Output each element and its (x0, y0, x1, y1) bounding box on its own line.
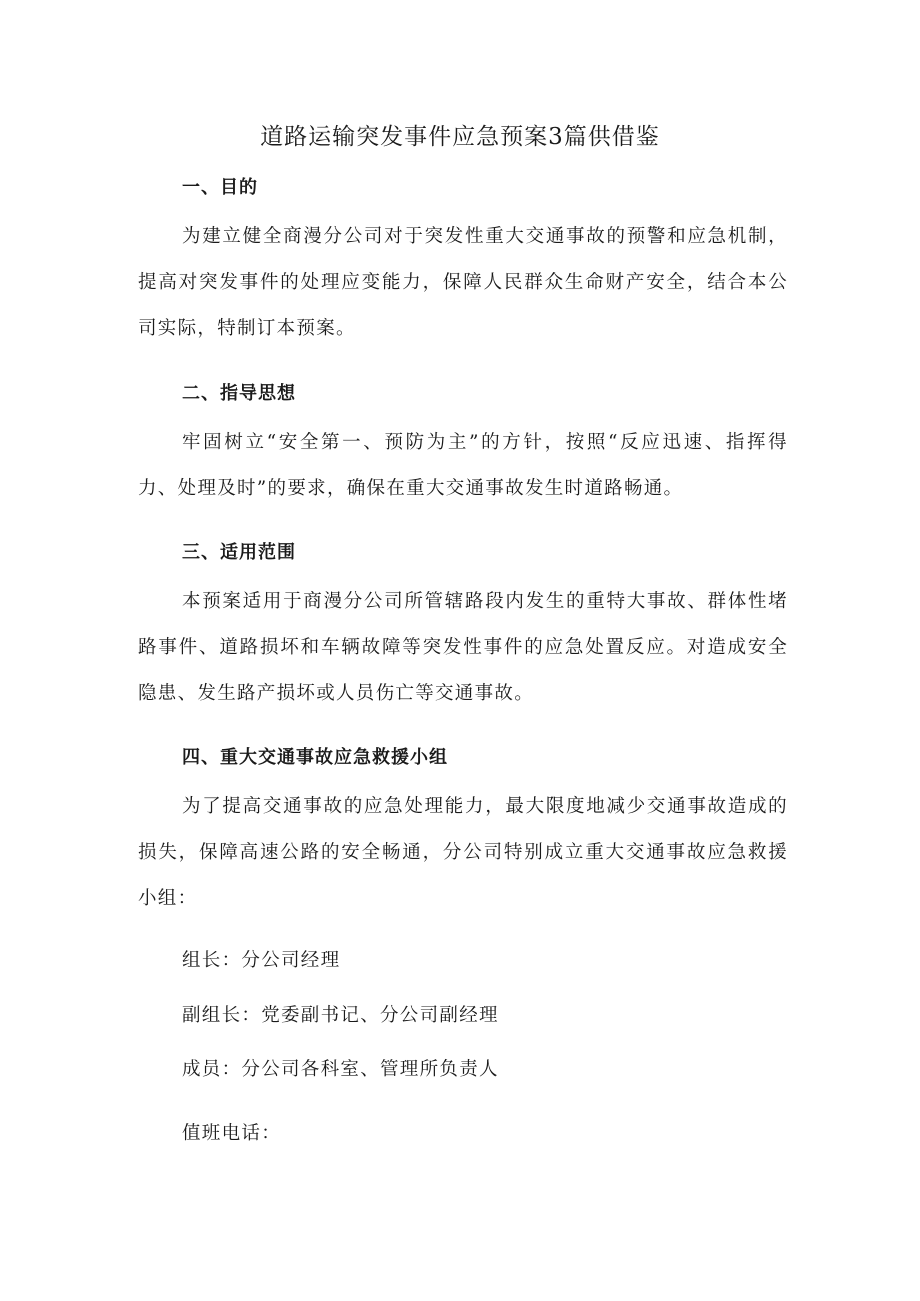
section-paragraph-rescue-team: 为了提高交通事故的应急处理能力，最大限度地减少交通事故造成的损失，保障高速公路的安全畅通，分公司特别成立重大交通事故应急救援小组： (138, 796, 788, 909)
team-members-line: 成员：分公司各科室、管理所负责人 (182, 1059, 499, 1080)
team-deputy-line: 副组长：党委副书记、分公司副经理 (182, 1005, 499, 1026)
section-heading-scope: 三、适用范围 (182, 542, 296, 563)
section-paragraph-scope: 本预案适用于商漫分公司所管辖路段内发生的重特大事故、群体性堵路事件、道路损坏和车辆故障等突发性事件的应急处置反应。对造成安全隐患、发生路产损坏或人员伤亡等交通事故。 (138, 591, 788, 704)
document-title: 道路运输突发事件应急预案3篇供借鉴 (260, 124, 660, 150)
section-heading-rescue-team: 四、重大交通事故应急救援小组 (182, 747, 448, 768)
section-heading-guiding-thought: 二、指导思想 (182, 383, 296, 404)
team-leader-line: 组长：分公司经理 (182, 950, 341, 971)
section-heading-purpose: 一、目的 (182, 177, 258, 198)
section-paragraph-guiding-thought: 牢固树立“安全第一、预防为主”的方针，按照“反应迅速、指挥得力、处理及时”的要求，确保在重大交通事故发生时道路畅通。 (138, 432, 788, 499)
duty-phone-line: 值班电话： (182, 1123, 282, 1144)
section-paragraph-purpose: 为建立健全商漫分公司对于突发性重大交通事故的预警和应急机制，提高对突发事件的处理应变能力，保障人民群众生命财产安全，结合本公司实际，特制订本预案。 (138, 226, 788, 339)
